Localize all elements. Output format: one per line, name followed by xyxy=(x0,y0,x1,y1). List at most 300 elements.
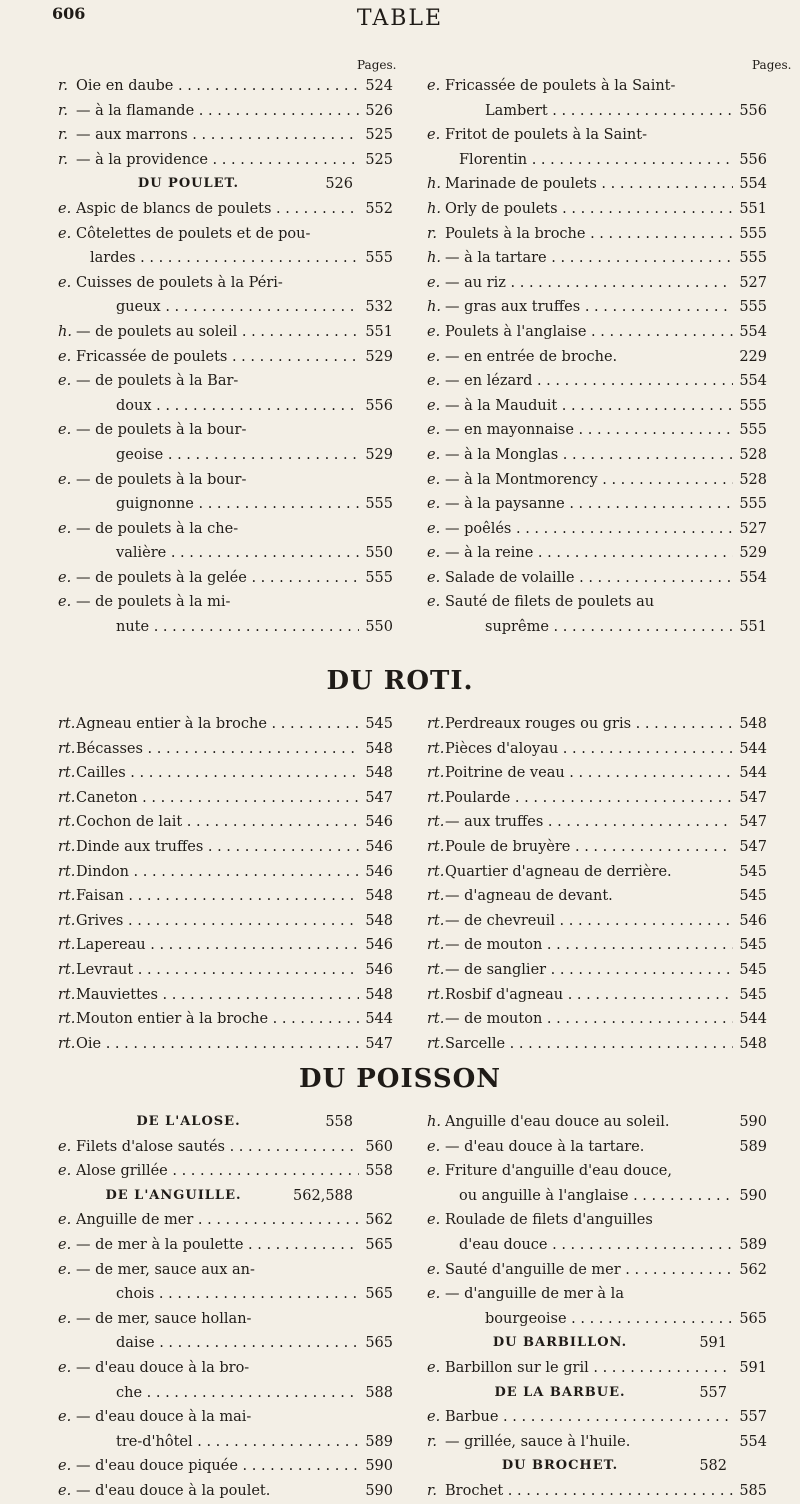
entry-category-mark: rt. xyxy=(427,986,445,1003)
entry-category-mark: e. xyxy=(427,594,441,611)
index-entry xyxy=(58,1282,393,1307)
entry-page-number: 582 xyxy=(699,1458,727,1475)
entry-title: — de mer, sauce hollan- xyxy=(76,1310,252,1327)
section-title-roti: DU ROTI. xyxy=(326,666,474,696)
entry-category-mark: rt. xyxy=(58,863,76,880)
entry-page-number: 554 xyxy=(739,176,767,193)
entry-page-number: 548 xyxy=(365,986,393,1003)
index-entry xyxy=(58,1479,393,1504)
index-entry xyxy=(58,345,393,370)
index-entry xyxy=(58,909,393,934)
entry-category-mark: h. xyxy=(427,299,441,316)
entry-category-mark: e. xyxy=(427,1359,441,1376)
entry-page-number: 545 xyxy=(739,986,767,1003)
entry-category-mark: e. xyxy=(427,422,441,439)
entry-title: Quartier d'agneau de derrière. xyxy=(445,863,672,880)
entry-page-number: 556 xyxy=(739,102,767,119)
entry-page-number: 548 xyxy=(739,716,767,732)
entry-title: — de poulets à la gelée . . . xyxy=(76,566,359,591)
entry-page-number: 560 xyxy=(365,1138,393,1155)
index-entry xyxy=(427,148,767,173)
entry-page-number: 547 xyxy=(365,789,393,806)
entry-title: — de mouton . . . xyxy=(445,1007,733,1032)
index-entry xyxy=(58,541,393,566)
entry-title: Mauviettes . . . xyxy=(76,983,359,1008)
entry-title: Alose grillée . . . xyxy=(76,1159,359,1184)
entry-title: — à la providence . . . xyxy=(76,148,359,173)
entry-title: geoise . . . xyxy=(76,443,359,468)
index-entry xyxy=(427,1110,767,1135)
entry-category-mark: e. xyxy=(427,127,441,144)
entry-title: — à la Montmorency . . . xyxy=(445,468,733,493)
entry-category-mark xyxy=(58,443,76,468)
index-entry xyxy=(427,197,767,222)
entry-title: — d'anguille de mer à la xyxy=(445,1286,624,1303)
entry-title: Fricassée de poulets à la Saint- xyxy=(445,78,676,94)
index-entry xyxy=(58,468,393,493)
entry-category-mark: r. xyxy=(58,151,68,168)
entry-category-mark: rt. xyxy=(427,716,445,732)
entry-title: Poulets à l'anglaise . . . xyxy=(445,320,733,345)
index-entry xyxy=(427,443,767,468)
index-entry xyxy=(427,933,767,958)
entry-page-number xyxy=(359,1307,393,1332)
entry-title: — de mer, sauce aux an- xyxy=(76,1261,255,1278)
entry-category-mark: r. xyxy=(427,225,437,242)
entry-page-number: 554 xyxy=(739,373,767,390)
entry-page-number: 527 xyxy=(739,274,767,291)
index-entry xyxy=(58,394,393,419)
entry-title: chois . . . xyxy=(76,1282,359,1307)
index-entry xyxy=(427,909,767,934)
entry-category-mark: r. xyxy=(58,78,68,94)
entry-title: Poitrine de veau . . . xyxy=(445,761,733,786)
entry-category-mark: e. xyxy=(58,225,72,242)
index-entry xyxy=(427,712,767,737)
entry-category-mark: e. xyxy=(58,348,72,365)
index-entry xyxy=(58,810,393,835)
index-entry xyxy=(58,1208,393,1233)
entry-page-number: 591 xyxy=(699,1335,727,1352)
subsection-heading xyxy=(427,1454,767,1479)
index-entry xyxy=(58,492,393,517)
roti-right-column xyxy=(427,712,767,1056)
entry-page-number xyxy=(359,1258,393,1283)
entry-page-number: 525 xyxy=(365,151,393,168)
entry-category-mark: rt. xyxy=(58,888,76,905)
entry-title: Friture d'anguille d'eau douce, xyxy=(445,1163,672,1180)
entry-page-number xyxy=(359,468,393,493)
poisson-right-column xyxy=(427,1110,767,1504)
entry-title: — d'eau douce à la poulet. xyxy=(76,1482,271,1499)
subsection-heading xyxy=(427,1331,767,1356)
entry-category-mark: e. xyxy=(427,496,441,513)
index-entry xyxy=(427,99,767,124)
entry-category-mark: e. xyxy=(427,471,441,488)
entry-category-mark: h. xyxy=(427,176,441,193)
entry-title: — de poulets à la Bar- xyxy=(76,373,239,390)
index-entry xyxy=(427,1233,767,1258)
entry-category-mark xyxy=(58,492,76,517)
entry-category-mark xyxy=(427,1233,445,1258)
index-entry xyxy=(58,320,393,345)
entry-page-number: 548 xyxy=(365,740,393,757)
entry-page-number: 529 xyxy=(739,545,767,562)
index-entry xyxy=(427,172,767,197)
index-entry xyxy=(427,1135,767,1160)
entry-title: Fritot de poulets à la Saint- xyxy=(445,127,647,144)
entry-page-number: 562 xyxy=(365,1212,393,1229)
entry-page-number: 555 xyxy=(739,422,767,439)
entry-category-mark xyxy=(58,1430,76,1455)
subsection-heading-text: DU BARBILLON. xyxy=(492,1335,628,1351)
entry-page-number: 525 xyxy=(365,127,393,144)
entry-title: Salade de volaille . . . xyxy=(445,566,733,591)
volaille-right-column xyxy=(427,74,767,640)
page-number: 606 xyxy=(52,4,86,23)
entry-category-mark: rt. xyxy=(427,961,445,978)
index-entry xyxy=(58,615,393,640)
index-entry xyxy=(427,835,767,860)
entry-page-number: 555 xyxy=(739,225,767,242)
subsection-heading xyxy=(58,1184,393,1209)
entry-page-number: 589 xyxy=(739,1138,767,1155)
entry-category-mark: rt. xyxy=(427,740,445,757)
entry-page-number xyxy=(359,1356,393,1381)
entry-title: Poule de bruyère . . . xyxy=(445,835,733,860)
subsection-heading xyxy=(427,1381,767,1406)
index-entry xyxy=(58,1405,393,1430)
entry-title: — à la paysanne . . . xyxy=(445,492,733,517)
entry-title: — à la Mauduit . . . xyxy=(445,394,733,419)
entry-page-number: 554 xyxy=(739,569,767,586)
entry-category-mark: r. xyxy=(427,1433,437,1450)
index-entry xyxy=(427,74,767,99)
entry-category-mark xyxy=(58,1282,76,1307)
index-entry xyxy=(58,1233,393,1258)
index-entry xyxy=(58,1159,393,1184)
entry-title: valière . . . xyxy=(76,541,359,566)
entry-title: — aux truffes . . . xyxy=(445,810,733,835)
entry-page-number xyxy=(733,123,767,148)
entry-category-mark: e. xyxy=(427,323,441,340)
entry-title: suprême . . . xyxy=(445,615,733,640)
entry-title: Aspic de blancs de poulets . . . xyxy=(76,197,359,222)
index-entry xyxy=(58,246,393,271)
index-entry xyxy=(427,222,767,247)
entry-category-mark: e. xyxy=(427,569,441,586)
entry-title: Cuisses de poulets à la Péri- xyxy=(76,274,283,291)
entry-page-number: 527 xyxy=(739,520,767,537)
index-entry xyxy=(427,517,767,542)
entry-category-mark: e. xyxy=(427,1286,441,1303)
index-entry xyxy=(58,983,393,1008)
entry-title: — à la flamande . . . xyxy=(76,99,359,124)
entry-title: guignonne . . . xyxy=(76,492,359,517)
index-entry xyxy=(58,148,393,173)
running-title: TABLE xyxy=(356,6,444,31)
entry-title: Côtelettes de poulets et de pou- xyxy=(76,225,311,242)
entry-title: Sarcelle . . . xyxy=(445,1032,733,1057)
entry-category-mark: e. xyxy=(58,1458,72,1475)
entry-page-number: 590 xyxy=(365,1482,393,1499)
entry-page-number: 548 xyxy=(739,1035,767,1052)
index-entry xyxy=(58,1307,393,1332)
entry-page-number: 229 xyxy=(739,348,767,365)
entry-page-number: 565 xyxy=(365,1236,393,1253)
index-entry xyxy=(427,566,767,591)
entry-page-number xyxy=(359,222,393,247)
entry-category-mark: e. xyxy=(427,348,441,365)
index-entry xyxy=(58,1032,393,1057)
entry-category-mark: rt. xyxy=(58,838,76,855)
entry-category-mark xyxy=(58,1331,76,1356)
entry-category-mark: e. xyxy=(427,1163,441,1180)
entry-page-number: 557 xyxy=(699,1384,727,1401)
entry-category-mark: h. xyxy=(427,250,441,267)
entry-page-number: 555 xyxy=(365,569,393,586)
entry-page-number: 547 xyxy=(739,838,767,855)
entry-page-number: 545 xyxy=(739,961,767,978)
entry-category-mark: e. xyxy=(427,1138,441,1155)
entry-category-mark: e. xyxy=(427,373,441,390)
entry-category-mark: e. xyxy=(58,422,72,439)
entry-category-mark: e. xyxy=(58,1261,72,1278)
entry-title: Brochet . . . xyxy=(445,1479,733,1504)
entry-title: Orly de poulets . . . xyxy=(445,197,733,222)
entry-page-number: 550 xyxy=(365,619,393,636)
entry-category-mark: e. xyxy=(58,520,72,537)
entry-title: Oie en daube . . . xyxy=(76,74,359,99)
entry-page-number: 555 xyxy=(365,496,393,513)
entry-title: Agneau entier à la broche . . . xyxy=(76,712,359,737)
entry-category-mark xyxy=(58,394,76,419)
index-entry xyxy=(58,1356,393,1381)
entry-category-mark: e. xyxy=(58,594,72,611)
index-entry xyxy=(427,590,767,615)
entry-page-number: 546 xyxy=(365,838,393,855)
index-entry xyxy=(427,468,767,493)
entry-page-number: 524 xyxy=(365,78,393,94)
index-entry xyxy=(58,958,393,983)
index-entry xyxy=(427,271,767,296)
index-entry xyxy=(427,394,767,419)
entry-page-number: 546 xyxy=(365,814,393,831)
entry-title: — à la tartare . . . xyxy=(445,246,733,271)
entry-category-mark: e. xyxy=(58,1359,72,1376)
entry-category-mark: e. xyxy=(427,1409,441,1426)
subsection-heading-text: DE L'ANGUILLE. xyxy=(105,1187,242,1203)
index-entry xyxy=(58,761,393,786)
entry-title: — de mouton . . . xyxy=(445,933,733,958)
index-entry xyxy=(58,566,393,591)
entry-category-mark: rt. xyxy=(58,986,76,1003)
entry-title: Oie . . . xyxy=(76,1032,359,1057)
entry-title: — gras aux truffes . . . xyxy=(445,295,733,320)
index-entry xyxy=(58,222,393,247)
entry-category-mark xyxy=(427,1307,445,1332)
index-entry xyxy=(58,786,393,811)
index-entry xyxy=(427,615,767,640)
entry-category-mark: rt. xyxy=(58,912,76,929)
entry-page-number xyxy=(733,74,767,99)
index-entry xyxy=(58,884,393,909)
entry-title: Barbue . . . xyxy=(445,1405,733,1430)
entry-category-mark: e. xyxy=(58,1212,72,1229)
entry-page-number: 565 xyxy=(365,1286,393,1303)
entry-page-number: 548 xyxy=(365,912,393,929)
entry-page-number: 544 xyxy=(739,765,767,782)
entry-page-number: 591 xyxy=(739,1359,767,1376)
entry-category-mark: rt. xyxy=(427,814,445,831)
entry-page-number xyxy=(359,590,393,615)
entry-title: Poularde . . . xyxy=(445,786,733,811)
entry-page-number: 545 xyxy=(739,888,767,905)
entry-category-mark: e. xyxy=(58,274,72,291)
entry-page-number xyxy=(359,1405,393,1430)
index-entry xyxy=(427,1032,767,1057)
entry-page-number: 532 xyxy=(365,299,393,316)
entry-page-number: 551 xyxy=(365,323,393,340)
entry-page-number: 555 xyxy=(739,496,767,513)
index-entry xyxy=(58,1454,393,1479)
entry-title: Florentin . . . xyxy=(445,148,733,173)
entry-category-mark: r. xyxy=(58,127,68,144)
entry-page-number: 552 xyxy=(365,200,393,217)
entry-page-number xyxy=(359,369,393,394)
poisson-left-column xyxy=(58,1110,393,1504)
entry-category-mark: rt. xyxy=(58,765,76,782)
index-entry xyxy=(427,810,767,835)
entry-category-mark xyxy=(58,541,76,566)
entry-title: bourgeoise . . . xyxy=(445,1307,733,1332)
entry-page-number: 546 xyxy=(365,961,393,978)
entry-title: Barbillon sur le gril . . . xyxy=(445,1356,733,1381)
entry-title: Cailles . . . xyxy=(76,761,359,786)
entry-category-mark: rt. xyxy=(58,1035,76,1052)
entry-title: Sauté de filets de poulets au xyxy=(445,594,655,611)
entry-category-mark: rt. xyxy=(427,765,445,782)
entry-title: Rosbif d'agneau . . . xyxy=(445,983,733,1008)
entry-page-number: 589 xyxy=(739,1236,767,1253)
entry-category-mark: rt. xyxy=(58,716,76,732)
index-entry xyxy=(58,1007,393,1032)
section-title-poisson: DU POISSON xyxy=(298,1064,502,1094)
entry-category-mark: rt. xyxy=(427,937,445,954)
entry-title: — à la Monglas . . . xyxy=(445,443,733,468)
entry-category-mark: rt. xyxy=(427,838,445,855)
entry-page-number: 590 xyxy=(365,1458,393,1475)
entry-page-number: 585 xyxy=(739,1482,767,1499)
index-entry xyxy=(427,1479,767,1504)
index-entry xyxy=(427,320,767,345)
entry-page-number: 590 xyxy=(739,1187,767,1204)
entry-title: — au riz . . . xyxy=(445,271,733,296)
entry-category-mark: e. xyxy=(427,397,441,414)
index-entry xyxy=(427,418,767,443)
entry-title: Perdreaux rouges ou gris . . . xyxy=(445,712,733,737)
entry-category-mark: rt. xyxy=(427,863,445,880)
entry-page-number: 588 xyxy=(365,1384,393,1401)
entry-page-number: 550 xyxy=(365,545,393,562)
entry-page-number xyxy=(733,1159,767,1184)
index-entry xyxy=(427,786,767,811)
index-entry xyxy=(58,712,393,737)
entry-category-mark xyxy=(58,295,76,320)
entry-page-number: 547 xyxy=(739,789,767,806)
entry-page-number: 546 xyxy=(739,912,767,929)
entry-page-number xyxy=(733,590,767,615)
entry-page-number: 556 xyxy=(739,151,767,168)
entry-title: — d'eau douce à la tartare. xyxy=(445,1138,645,1155)
entry-category-mark: r. xyxy=(427,1482,437,1499)
entry-category-mark xyxy=(427,148,445,173)
entry-title: — de poulets à la bour- xyxy=(76,422,247,439)
entry-category-mark: e. xyxy=(58,1138,72,1155)
index-entry xyxy=(427,1159,767,1184)
entry-title: — poêlés . . . xyxy=(445,517,733,542)
index-entry xyxy=(58,590,393,615)
entry-category-mark: rt. xyxy=(58,961,76,978)
entry-page-number: 555 xyxy=(739,397,767,414)
index-entry xyxy=(427,246,767,271)
entry-category-mark: e. xyxy=(58,1163,72,1180)
entry-page-number xyxy=(359,517,393,542)
entry-page-number: 526 xyxy=(365,102,393,119)
entry-title: — en entrée de broche. xyxy=(445,348,618,365)
index-entry xyxy=(58,1258,393,1283)
entry-title: — d'eau douce à la mai- xyxy=(76,1409,252,1426)
entry-title: Anguille d'eau douce au soleil. xyxy=(445,1114,670,1130)
index-entry xyxy=(427,860,767,885)
entry-category-mark: e. xyxy=(58,569,72,586)
entry-category-mark: e. xyxy=(58,200,72,217)
entry-category-mark: e. xyxy=(427,1212,441,1229)
entry-page-number: 558 xyxy=(325,1114,353,1130)
entry-title: Grives . . . xyxy=(76,909,359,934)
entry-title: Anguille de mer . . . xyxy=(76,1208,359,1233)
entry-title: Roulade de filets d'anguilles xyxy=(445,1212,653,1229)
entry-page-number: 554 xyxy=(739,323,767,340)
index-entry xyxy=(427,761,767,786)
entry-title: — d'agneau de devant. xyxy=(445,888,613,905)
volaille-left-column xyxy=(58,74,393,640)
index-entry xyxy=(58,271,393,296)
entry-category-mark xyxy=(427,99,445,124)
entry-category-mark: e. xyxy=(427,1261,441,1278)
entry-page-number: 558 xyxy=(365,1163,393,1180)
index-entry xyxy=(58,1430,393,1455)
subsection-heading-text: DU POULET. xyxy=(137,176,240,192)
entry-category-mark: rt. xyxy=(427,1011,445,1028)
entry-title: — à la reine . . . xyxy=(445,541,733,566)
entry-page-number: 548 xyxy=(365,765,393,782)
index-entry xyxy=(427,983,767,1008)
subsection-heading-text: DU BROCHET. xyxy=(501,1458,619,1474)
entry-category-mark xyxy=(58,615,76,640)
entry-category-mark: e. xyxy=(427,78,441,94)
entry-title: — grillée, sauce à l'huile. xyxy=(445,1433,631,1450)
entry-title: — en lézard . . . xyxy=(445,369,733,394)
entry-page-number: 562 xyxy=(739,1261,767,1278)
index-entry xyxy=(58,835,393,860)
index-entry xyxy=(427,1356,767,1381)
entry-page-number: 557 xyxy=(739,1409,767,1426)
index-entry xyxy=(427,1184,767,1209)
entry-page-number: 547 xyxy=(739,814,767,831)
index-entry xyxy=(58,1381,393,1406)
entry-category-mark: rt. xyxy=(58,814,76,831)
